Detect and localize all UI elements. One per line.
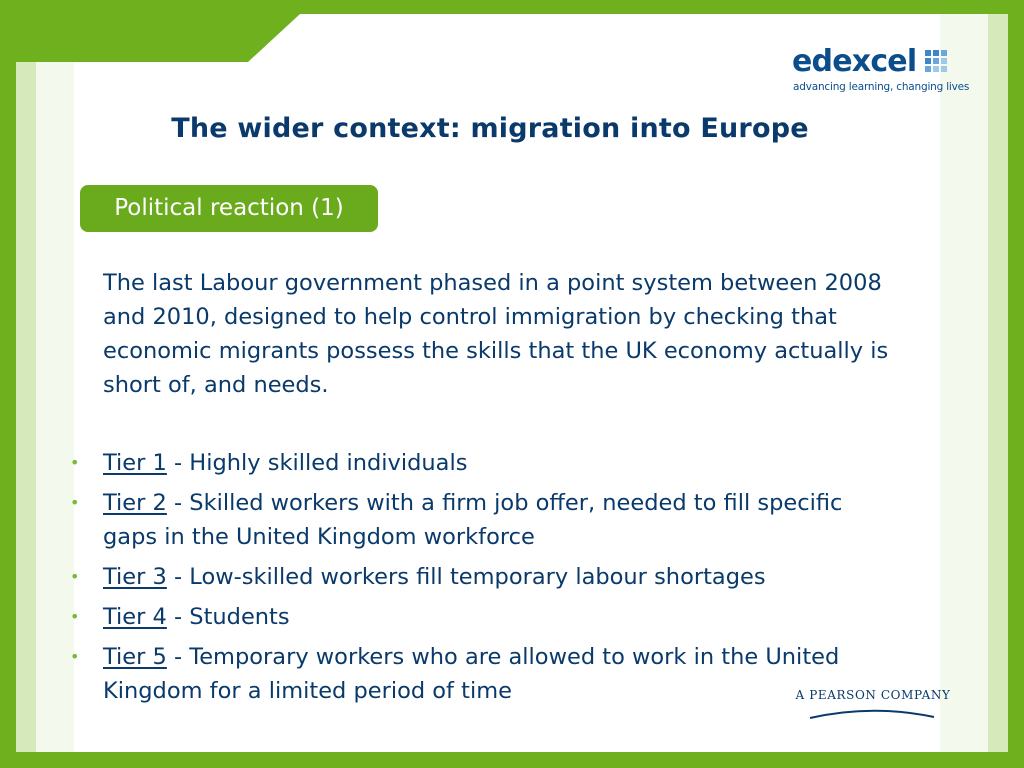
tier-5-link[interactable]: Tier 5	[103, 644, 167, 670]
logo-dot-grid-icon	[925, 50, 955, 80]
tier-1-description: - Highly skilled individuals	[166, 450, 468, 476]
pearson-logo	[792, 688, 954, 724]
tier-1-link[interactable]: Tier 1	[103, 450, 167, 476]
section-label: Political reaction (1)	[80, 185, 378, 232]
tier-2-link[interactable]: Tier 2	[103, 490, 167, 516]
logo-wordmark: edexcel	[792, 44, 917, 79]
pearson-wordmark: A PEARSON COMPANY	[795, 688, 951, 702]
bullet-icon: •	[70, 607, 80, 626]
intro-paragraph: The last Labour government phased in a point system between 2008 and 2010, designed to help control immigration by checking that economic migrants possess the skills that the UK economy actually is short of, and needs.	[103, 270, 889, 398]
tier-4-description: - Students	[166, 604, 290, 630]
tier-item-5	[70, 640, 880, 708]
bullet-icon: •	[70, 647, 80, 666]
tier-3-description: - Low-skilled workers fill temporary labour shortages	[166, 564, 766, 590]
tier-item-1	[70, 446, 880, 480]
tier-4-link[interactable]: Tier 4	[103, 604, 167, 630]
tier-item-2	[70, 486, 880, 554]
bullet-icon: •	[70, 493, 80, 512]
logo-tagline: advancing learning, changing lives	[793, 81, 970, 93]
tier-item-4	[70, 600, 880, 634]
tier-5-description: - Temporary workers who are allowed to work in the United Kingdom for a limited period of time	[103, 644, 840, 704]
slide-title: The wider context: migration into Europe	[171, 113, 809, 144]
bullet-icon: •	[70, 567, 80, 586]
swoosh-icon	[792, 704, 954, 722]
tier-2-description: - Skilled workers with a firm job offer, needed to fill specific gaps in the United Kingdom workforce	[103, 490, 843, 550]
edexcel-logo	[792, 44, 970, 96]
tier-3-link[interactable]: Tier 3	[103, 564, 167, 590]
tier-list	[70, 446, 880, 714]
tier-item-3	[70, 560, 880, 594]
bullet-icon: •	[70, 453, 80, 472]
